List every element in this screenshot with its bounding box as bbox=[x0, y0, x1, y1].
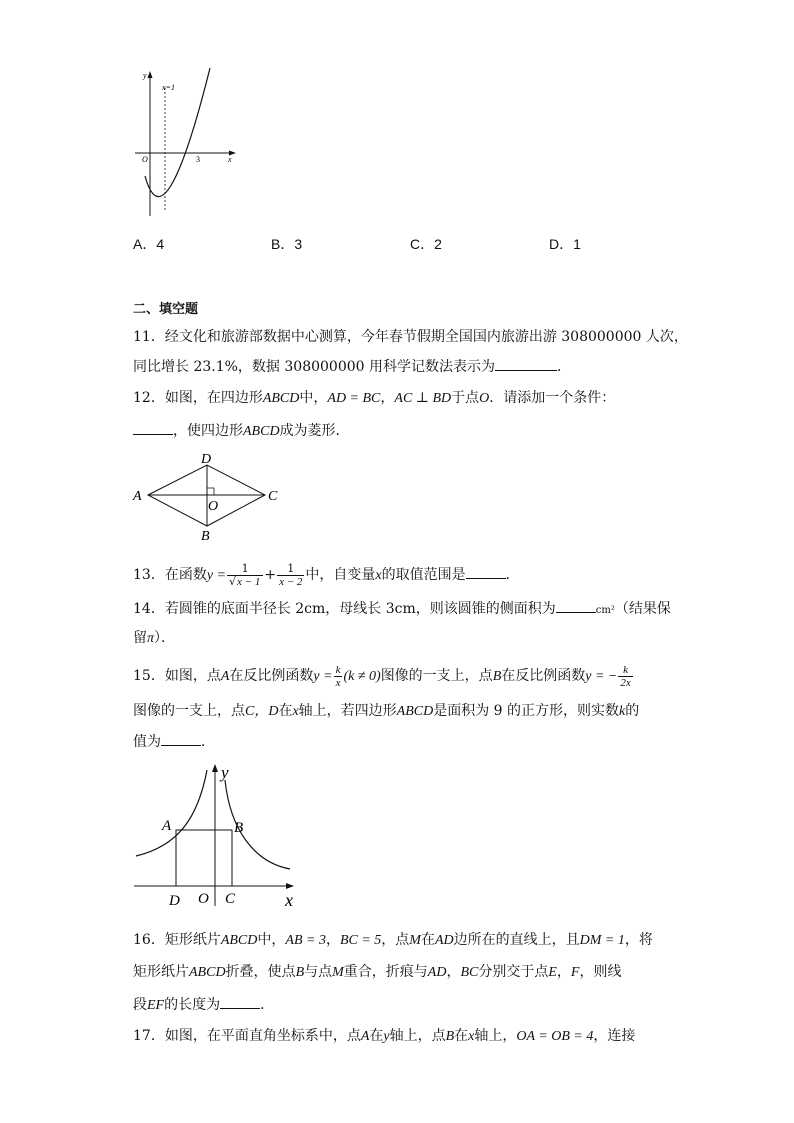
q16-text: ，将 bbox=[624, 932, 653, 948]
label-d: D bbox=[169, 893, 180, 909]
q16-ad: AD bbox=[434, 933, 454, 948]
denominator: x bbox=[335, 676, 341, 689]
y-label: y bbox=[221, 763, 229, 782]
q15-fraction-1 bbox=[334, 664, 343, 689]
x-axis-arrow bbox=[286, 883, 294, 889]
y-axis-arrow bbox=[148, 71, 153, 78]
q16-text: 边所在的直线上，且 bbox=[453, 932, 580, 948]
label-c: C bbox=[268, 489, 278, 504]
q14-text: 14．若圆锥的底面半径长 2cm，母线长 3cm，则该圆锥的侧面积为 bbox=[133, 601, 556, 617]
x-label: x bbox=[285, 890, 293, 910]
q14-line2 bbox=[133, 628, 175, 649]
q12-line1 bbox=[133, 388, 615, 409]
q15-line1 bbox=[133, 660, 634, 692]
q17-text: 在 bbox=[454, 1028, 469, 1044]
q17-text: 轴上，点 bbox=[389, 1028, 446, 1044]
denominator: √x − 1 bbox=[229, 574, 261, 588]
q12-condition-perp: AC ⊥ BD bbox=[394, 391, 452, 406]
q15-point-b: B bbox=[492, 669, 502, 684]
q15-line3 bbox=[133, 731, 215, 752]
q16-segment: EF bbox=[147, 998, 165, 1013]
q14-pi: π bbox=[147, 631, 155, 646]
q13-text: 的取值范围是 bbox=[381, 567, 466, 583]
q15-quad: ABCD bbox=[396, 704, 434, 719]
q15-text: 在反比例函数 bbox=[229, 668, 314, 684]
q17-var: y bbox=[383, 1029, 390, 1044]
q16-text: ， bbox=[446, 964, 461, 980]
option-value: 1 bbox=[573, 236, 581, 252]
q17-var: x bbox=[468, 1029, 475, 1044]
denominator: x − 2 bbox=[279, 575, 303, 588]
q15-text: 在反比例函数 bbox=[501, 668, 586, 684]
y-axis-arrow bbox=[212, 764, 218, 772]
parabola-curve bbox=[145, 68, 210, 197]
q11-period: ． bbox=[557, 359, 571, 375]
label-b: B bbox=[234, 820, 244, 836]
q16-text: ，则线 bbox=[579, 964, 622, 980]
left-branch bbox=[136, 770, 207, 856]
q13-fraction-2 bbox=[277, 563, 304, 588]
q13-text: 中，自变量 bbox=[305, 567, 376, 583]
q16-segment: AD bbox=[427, 965, 447, 980]
q12-text: 于点 bbox=[451, 390, 480, 406]
y-axis-label: y bbox=[143, 71, 147, 80]
label-a: A bbox=[162, 818, 172, 834]
q11-line2 bbox=[133, 356, 571, 377]
numerator: k bbox=[618, 664, 632, 677]
q12-quad: ABCD bbox=[262, 391, 300, 406]
q15-line2 bbox=[133, 701, 639, 722]
q15-text: 轴上，若四边形 bbox=[298, 703, 397, 719]
q17-point-a: A bbox=[360, 1029, 370, 1044]
q13-y: y = bbox=[206, 568, 226, 583]
q14-text: （结果保 bbox=[614, 601, 671, 617]
option-a[interactable] bbox=[133, 234, 164, 254]
q16-text: 分别交于点 bbox=[478, 964, 549, 980]
option-value: 2 bbox=[434, 236, 442, 252]
q14-line1 bbox=[133, 598, 671, 621]
origin-label: O bbox=[142, 155, 148, 164]
q12-quad: ABCD bbox=[243, 424, 280, 439]
q14-text: ）． bbox=[154, 630, 176, 646]
q16-line1 bbox=[133, 930, 653, 951]
q15-var: k bbox=[619, 704, 626, 719]
option-value: 4 bbox=[156, 236, 165, 252]
q16-text: 矩形纸片 bbox=[133, 964, 189, 980]
q16-point: F bbox=[570, 965, 580, 980]
q15-text: 图像的一支上，点 bbox=[133, 703, 245, 719]
q16-rect: ABCD bbox=[189, 965, 226, 980]
label-o: O bbox=[208, 499, 219, 514]
q15-text: 在 bbox=[278, 703, 293, 719]
right-angle-mark bbox=[207, 488, 214, 495]
option-letter: A． bbox=[133, 236, 157, 252]
q17-text: 轴上， bbox=[474, 1028, 517, 1044]
q16-text: 折叠，使点 bbox=[225, 964, 296, 980]
radicand: x − 1 bbox=[237, 575, 261, 588]
q16-answer-blank[interactable] bbox=[220, 994, 260, 1009]
q16-point-m: M bbox=[409, 933, 421, 948]
q16-text: 在 bbox=[420, 932, 435, 948]
q12-text: ．请添加一个条件： bbox=[489, 390, 616, 406]
q15-text: 图像的一支上，点 bbox=[380, 668, 493, 684]
q16-text: 中， bbox=[257, 932, 286, 948]
q16-point: B bbox=[295, 965, 305, 980]
q16-line3 bbox=[133, 994, 274, 1016]
q17-text: 17．如图，在平面直角坐标系中，点 bbox=[133, 1028, 361, 1044]
q13-plus: + bbox=[264, 567, 277, 583]
option-value: 3 bbox=[294, 236, 303, 252]
square-abcd bbox=[176, 830, 232, 886]
q15-text: 15．如图，点 bbox=[133, 668, 221, 684]
q15-var: x bbox=[292, 704, 299, 719]
q15-condition: (k ≠ 0) bbox=[343, 669, 381, 684]
q16-text: ， bbox=[325, 932, 340, 948]
q16-text: ，点 bbox=[381, 932, 410, 948]
q13-line bbox=[133, 561, 520, 589]
q16-text: 重合，折痕与 bbox=[343, 964, 428, 980]
q16-text: 与点 bbox=[304, 964, 333, 980]
q12-text: 12．如图，在四边形 bbox=[133, 390, 263, 406]
q12-condition-eq: AD = BC bbox=[327, 391, 381, 406]
q14-unit: cm² bbox=[595, 605, 615, 616]
q16-bc: BC = 5 bbox=[339, 933, 382, 948]
q11-text: 同比增长 23.1%，数据 308000000 用科学记数法表示为 bbox=[133, 359, 495, 375]
q13-var: x bbox=[375, 568, 382, 583]
numerator: k bbox=[335, 663, 341, 676]
q15-text: 是面积为 9 的正方形，则实数 bbox=[433, 703, 620, 719]
label-c: C bbox=[225, 891, 236, 907]
q16-point: M bbox=[332, 965, 344, 980]
parabola-figure bbox=[130, 66, 245, 218]
q13-text: 13．在函数 bbox=[133, 567, 207, 583]
option-letter: B． bbox=[271, 236, 295, 252]
root-label: 3 bbox=[196, 155, 200, 164]
q15-answer-blank[interactable] bbox=[161, 731, 201, 746]
q16-rect: ABCD bbox=[220, 933, 258, 948]
label-a: A bbox=[133, 489, 142, 504]
q12-point-o: O bbox=[479, 391, 490, 406]
q15-points-cd: C，D bbox=[245, 704, 279, 719]
q12-text: 成为菱形． bbox=[279, 423, 350, 439]
numerator: 1 bbox=[227, 563, 263, 576]
q16-line2 bbox=[133, 962, 621, 983]
q11-answer-blank[interactable] bbox=[495, 356, 557, 371]
q17-condition: OA = OB = 4 bbox=[516, 1029, 594, 1044]
q12-text: ，使四边形 bbox=[173, 423, 243, 439]
section-heading: 二、填空题 bbox=[133, 302, 199, 317]
q14-text: 留 bbox=[133, 630, 147, 646]
q13-fraction-1 bbox=[227, 563, 263, 588]
q15-fraction-2 bbox=[618, 664, 632, 689]
symmetry-line-label: x=1 bbox=[162, 83, 175, 92]
hyperbola-figure bbox=[128, 758, 308, 910]
q12-line2 bbox=[133, 420, 350, 442]
q16-text: ． bbox=[260, 997, 275, 1013]
numerator: 1 bbox=[277, 563, 304, 576]
q16-text: ， bbox=[556, 964, 571, 980]
q14-answer-blank[interactable] bbox=[556, 598, 596, 613]
option-c[interactable] bbox=[410, 234, 442, 254]
label-d: D bbox=[201, 452, 212, 467]
option-letter: C． bbox=[410, 236, 435, 252]
option-b[interactable] bbox=[271, 234, 302, 254]
q17-line1 bbox=[133, 1026, 635, 1047]
q16-text: 的长度为 bbox=[164, 997, 221, 1013]
option-letter: D． bbox=[549, 236, 574, 252]
q15-y: y = − bbox=[585, 669, 618, 684]
q16-point: E bbox=[548, 965, 557, 980]
x-axis-label: x bbox=[228, 155, 232, 164]
q12-answer-blank[interactable] bbox=[133, 420, 173, 435]
q15-text: 的 bbox=[625, 703, 640, 719]
q16-text: 16．矩形纸片 bbox=[133, 932, 221, 948]
q17-text: ，连接 bbox=[593, 1028, 636, 1044]
rhombus-figure bbox=[128, 450, 288, 542]
q16-dm: DM = 1 bbox=[579, 933, 625, 948]
option-d[interactable] bbox=[549, 234, 581, 254]
q12-text: 中， bbox=[299, 390, 328, 406]
q15-point-a: A bbox=[220, 669, 230, 684]
label-o: O bbox=[198, 891, 209, 907]
label-b: B bbox=[201, 529, 210, 542]
q16-text: 段 bbox=[133, 997, 147, 1013]
denominator: 2x bbox=[620, 676, 631, 689]
q15-text: 值为 bbox=[133, 734, 161, 750]
q15-y: y = bbox=[313, 669, 333, 684]
q13-answer-blank[interactable] bbox=[466, 564, 506, 579]
q15-text: ． bbox=[201, 734, 215, 750]
q17-point-b: B bbox=[445, 1029, 455, 1044]
q16-ab: AB = 3 bbox=[285, 933, 326, 948]
q13-text: ． bbox=[505, 567, 520, 583]
q17-text: 在 bbox=[369, 1028, 384, 1044]
q12-text: ， bbox=[380, 390, 395, 406]
q16-segment: BC bbox=[460, 965, 479, 980]
q11-line1: 11．经文化和旅游部数据中心测算，今年春节假期全国国内旅游出游 308000000 人次， bbox=[133, 329, 688, 345]
